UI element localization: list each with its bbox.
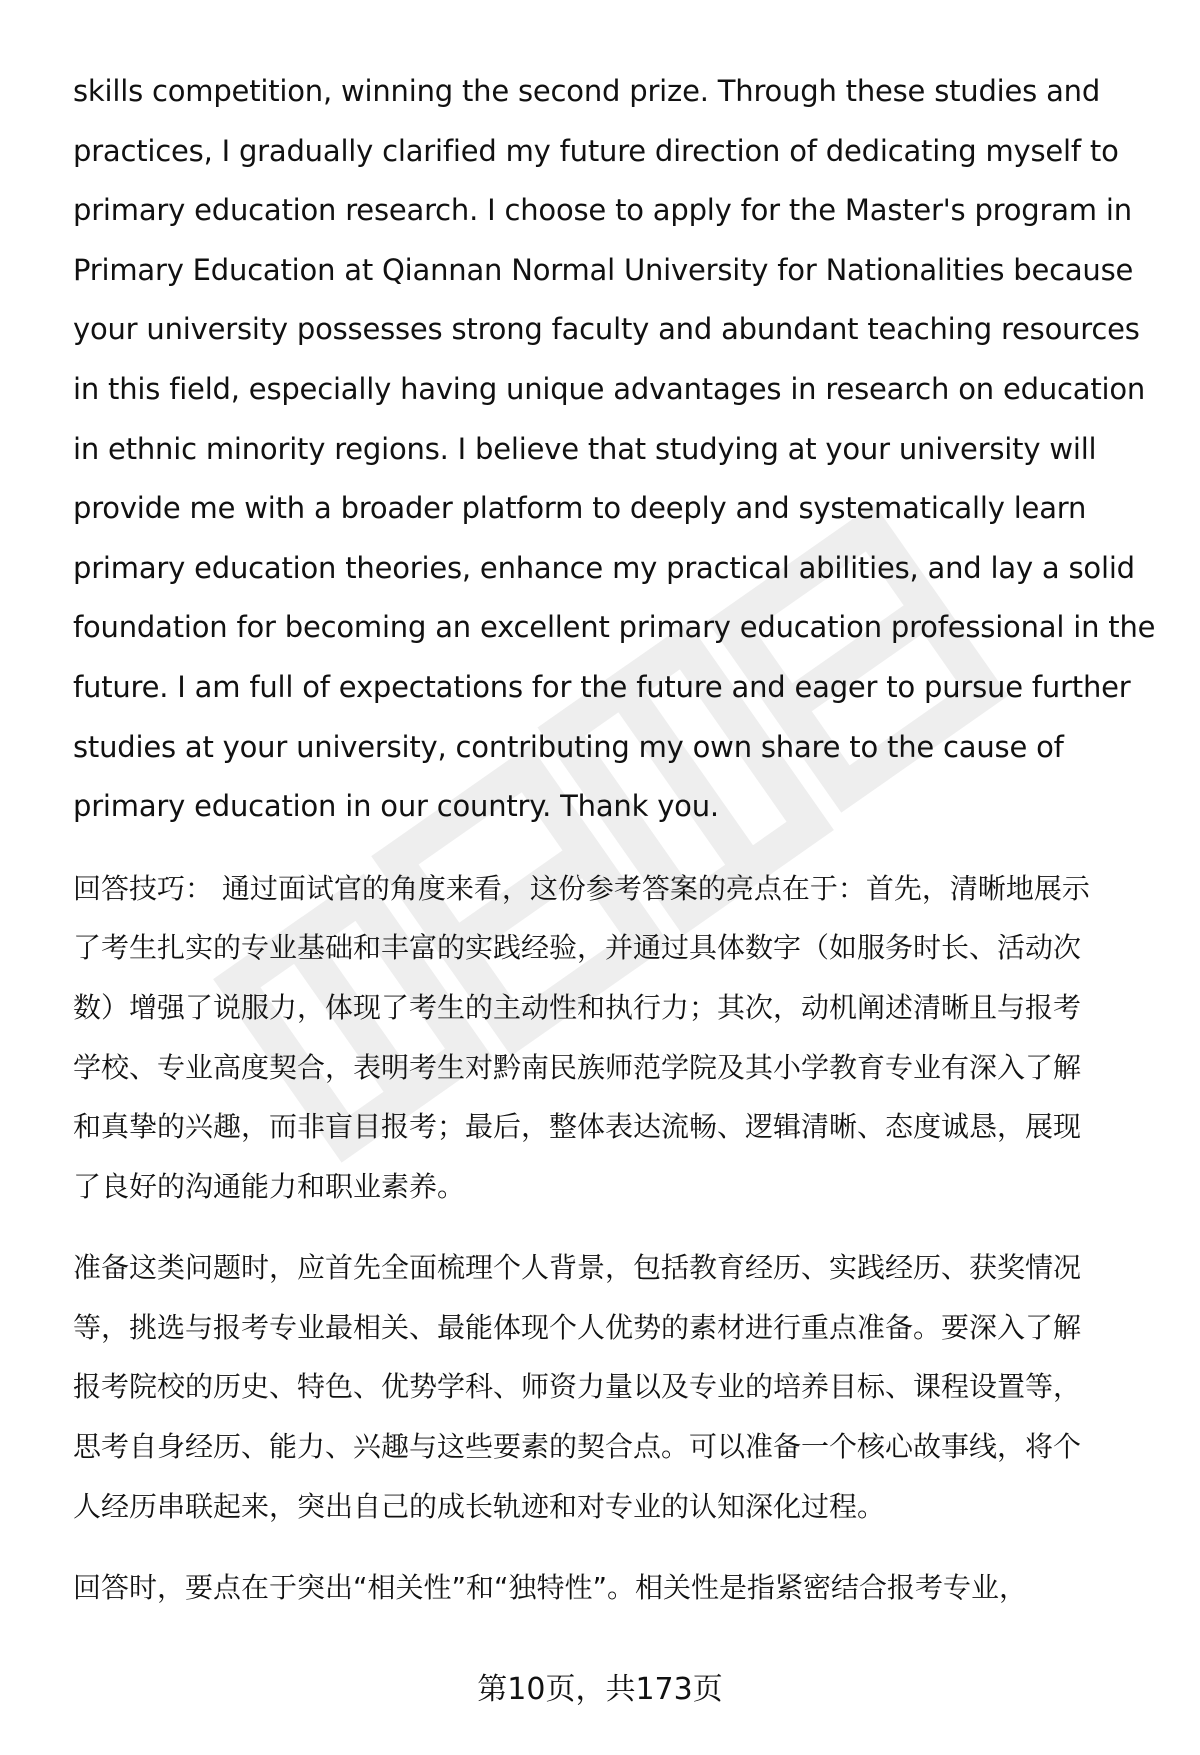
- text-line: 了考生扎实的专业基础和丰富的实践经验，并通过具体数字（如服务时长、活动次: [73, 931, 1082, 965]
- text-line: studies at your university, contributing my own share to the cause of: [73, 729, 1064, 764]
- text-line: 学校、专业高度契合，表明考生对黔南民族师范学院及其小学教育专业有深入了解: [73, 1050, 1082, 1084]
- text-line: 等，挑选与报考专业最相关、最能体现个人优势的素材进行重点准备。要深入了解: [73, 1310, 1082, 1344]
- tips-paragraph: [73, 859, 1153, 1217]
- text-line: 回答时，要点在于突出“相关性”和“独特性”。相关性是指紧密结合报考专业，: [73, 1571, 1028, 1605]
- page-content: [73, 62, 1156, 1618]
- text-line: primary education theories, enhance my practical abilities, and lay a solid: [73, 550, 1135, 585]
- text-line: future. I am full of expectations for the future and eager to pursue further: [73, 669, 1131, 704]
- text-line: Primary Education at Qiannan Normal University for Nationalities because: [73, 252, 1134, 287]
- text-line: 和真挚的兴趣，而非盲目报考；最后，整体表达流畅、逻辑清晰、态度诚恳，展现: [73, 1110, 1082, 1144]
- text-line: provide me with a broader platform to deeply and systematically learn: [73, 491, 1087, 526]
- text-line: in this field, especially having unique advantages in research on education: [73, 371, 1146, 406]
- text-line: foundation for becoming an excellent primary education professional in the: [73, 610, 1156, 645]
- answering-paragraph: [73, 1558, 1153, 1618]
- text-line: 回答技巧： 通过面试官的角度来看，这份参考答案的亮点在于：首先，清晰地展示: [73, 871, 1090, 905]
- text-line: primary education research. I choose to apply for the Master's program in: [73, 193, 1132, 228]
- text-line: 准备这类问题时，应首先全面梳理个人背景，包括教育经历、实践经历、获奖情况: [73, 1251, 1082, 1285]
- english-answer-paragraph: [73, 62, 1156, 837]
- text-line: skills competition, winning the second prize. Through these studies and: [73, 74, 1101, 108]
- text-line: 数）增强了说服力，体现了考生的主动性和执行力；其次，动机阐述清晰且与报考: [73, 990, 1082, 1024]
- page-number: 第10页，共173页: [477, 1672, 723, 1707]
- text-line: primary education in our country. Thank you.: [73, 789, 719, 824]
- text-line: 了良好的沟通能力和职业素养。: [73, 1169, 466, 1203]
- text-line: practices, I gradually clarified my future direction of dedicating myself to: [73, 133, 1119, 168]
- text-line: your university possesses strong faculty and abundant teaching resources: [73, 312, 1140, 347]
- text-line: 思考自身经历、能力、兴趣与这些要素的契合点。可以准备一个核心故事线，将个: [73, 1430, 1082, 1464]
- text-line: 报考院校的历史、特色、优势学科、师资力量以及专业的培养目标、课程设置等，: [73, 1370, 1082, 1404]
- preparation-paragraph: [73, 1238, 1153, 1536]
- text-line: in ethnic minority regions. I believe that studying at your university will: [73, 431, 1097, 466]
- text-line: 人经历串联起来，突出自己的成长轨迹和对专业的认知深化过程。: [73, 1489, 886, 1523]
